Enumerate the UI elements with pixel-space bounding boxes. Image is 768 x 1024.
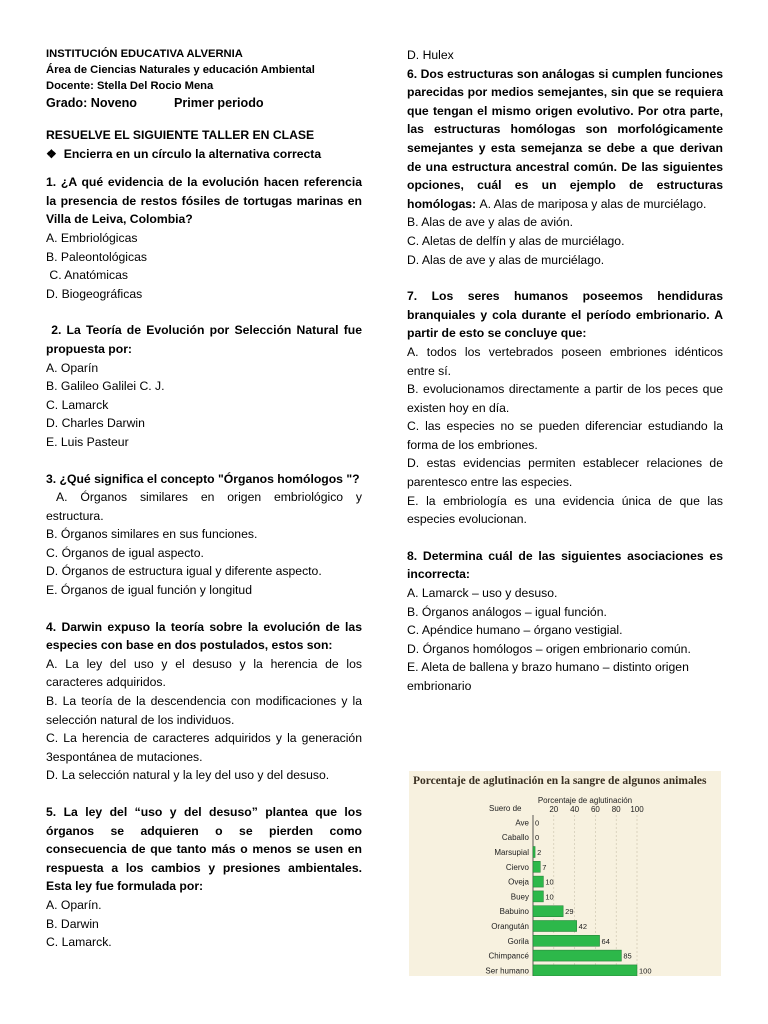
bar: [533, 906, 563, 917]
q2-option-a[interactable]: A. Oparín: [46, 360, 99, 375]
category-label: Buey: [510, 892, 529, 902]
q7-option-e[interactable]: E. la embriología es una evidencia única de que las especies evolucionan.: [407, 493, 723, 527]
data-label: 100: [639, 966, 652, 976]
category-label: Marsupial: [494, 848, 529, 857]
q2-option-b[interactable]: B. Galileo Galilei C. J.: [46, 379, 165, 394]
q3-option-c[interactable]: C. Órganos de igual aspecto.: [46, 545, 204, 560]
question-6: 6. Dos estructuras son análogas si cumplen funciones parecidas por medios semejantes, sin que se requiera que tengan el mismo origen evolutivo. Por otra parte, las estructuras homólogas son morfológicamente semejantes y esta semejanza se debe a que derivan de una estructura ancestral común. De las siguientes opciones, cuál es un ejemplo de estructuras homólogas: A. Alas de mariposa y alas de murciélago.: [407, 66, 723, 211]
q6-option-d[interactable]: D. Alas de ave y alas de murciélago.: [407, 252, 605, 267]
q7-option-a[interactable]: A. todos los vertebrados poseen embriones idénticos entre sí.: [407, 344, 723, 378]
axis-label: Porcentaje de aglutinación: [537, 796, 633, 805]
q1-option-d[interactable]: D. Biogeográficas: [46, 286, 143, 301]
diamond-bullet-icon: ❖: [46, 146, 57, 161]
right-column: [407, 46, 723, 696]
agglutination-chart: [409, 771, 721, 976]
category-label: Gorila: [507, 936, 529, 946]
data-label: 85: [623, 951, 632, 961]
data-label: 64: [601, 936, 610, 946]
teacher-name: Docente: Stella Del Rocio Mena: [46, 80, 214, 92]
subject-area: Área de Ciencias Naturales y educación Ambiental: [46, 64, 315, 76]
q6-option-c[interactable]: C. Aletas de delfín y alas de murciélago.: [407, 233, 625, 248]
q8-option-a[interactable]: A. Lamarck – uso y desuso.: [407, 586, 558, 601]
question-7: 7. Los seres humanos poseemos hendiduras branquiales y cola durante el período embrionario. A partir de esto se concluye que:: [407, 289, 723, 341]
q5-option-b[interactable]: B. Darwin: [46, 916, 99, 931]
q5-option-d[interactable]: D. Hulex: [407, 48, 454, 62]
data-label: 2: [537, 848, 542, 857]
q5-option-c[interactable]: C. Lamarck.: [46, 935, 112, 950]
q4-option-d[interactable]: D. La selección natural y la ley del uso y del desuso.: [46, 768, 330, 783]
q8-option-e[interactable]: E. Aleta de ballena y brazo humano – distinto origen embrionario: [407, 660, 689, 693]
q5-option-a[interactable]: A. Oparín.: [46, 897, 102, 912]
category-label: Ave: [515, 818, 529, 828]
question-3: 3. ¿Qué significa el concepto "Órganos homólogos "?: [46, 471, 360, 486]
bar: [533, 891, 543, 902]
q2-option-e[interactable]: E. Luis Pasteur: [46, 434, 129, 449]
q4-option-a[interactable]: A. La ley del uso y el desuso y la herencia de los caracteres adquiridos.: [46, 656, 362, 690]
q6-option-b[interactable]: B. Alas de ave y alas de avión.: [407, 215, 573, 230]
category-label: Ser humano: [485, 966, 529, 976]
q4-option-c[interactable]: C. La herencia de caracteres adquiridos y la generación 3espontánea de mutaciones.: [46, 731, 362, 764]
q4-option-b[interactable]: B. La teoría de la descendencia con modificaciones y la selección natural de los individuos.: [46, 694, 362, 727]
grade-line: [46, 94, 362, 112]
data-label: 29: [565, 907, 574, 917]
instructions-title: RESUELVE EL SIGUIENTE TALLER EN CLASE: [46, 128, 315, 142]
tick-label: 100: [630, 805, 644, 814]
question-8: 8. Determina cuál de las siguientes asociaciones es incorrecta:: [407, 548, 723, 582]
q7-option-c[interactable]: C. las especies no se pueden diferenciar estudiando la forma de los embriones.: [407, 419, 723, 452]
category-label: Babuino: [499, 907, 529, 917]
bar: [533, 935, 600, 946]
institution-name: INSTITUCIÓN EDUCATIVA ALVERNIA: [46, 48, 243, 60]
q2-option-d[interactable]: D. Charles Darwin: [46, 416, 145, 431]
q8-option-d[interactable]: D. Órganos homólogos – origen embrionario común.: [407, 641, 691, 656]
tick-label: 80: [611, 805, 621, 814]
q2-option-c[interactable]: C. Lamarck: [46, 397, 109, 412]
category-label: Oveja: [508, 877, 529, 887]
grade-label: Grado: Noveno: [46, 96, 137, 110]
bar: [533, 965, 637, 976]
category-label: Orangután: [491, 922, 529, 931]
data-label: 7: [542, 862, 547, 872]
tick-label: 60: [590, 805, 600, 814]
q3-option-a[interactable]: A. Órganos similares en origen embriológico y estructura.: [46, 490, 362, 523]
q3-option-b[interactable]: B. Órganos similares en sus funciones.: [46, 527, 258, 542]
q8-option-b[interactable]: B. Órganos análogos – igual función.: [407, 604, 607, 619]
question-4: 4. Darwin expuso la teoría sobre la evolución de las especies con base en dos postulados, estos son:: [46, 619, 362, 653]
bar: [533, 861, 540, 872]
q1-option-a[interactable]: A. Embriológicas: [46, 230, 138, 245]
q6-option-a[interactable]: A. Alas de mariposa y alas de murciélago.: [479, 196, 707, 211]
q8-option-c[interactable]: C. Apéndice humano – órgano vestigial.: [407, 623, 623, 638]
data-label: 42: [578, 922, 588, 931]
instructions-subtitle: ❖ Encierra en un círculo la alternativa correcta: [46, 146, 322, 161]
period-label: Primer periodo: [174, 96, 264, 110]
category-label: Ciervo: [505, 862, 529, 872]
chart-title: Porcentaje de aglutinación en la sangre de algunos animales: [413, 775, 707, 787]
data-label: 0: [535, 818, 540, 828]
data-label: 10: [545, 892, 554, 902]
chart-plot: [409, 771, 721, 976]
tick-label: 40: [570, 805, 580, 814]
bar: [533, 876, 543, 887]
category-label: Chimpancé: [488, 951, 529, 961]
q3-option-e[interactable]: E. Órganos de igual función y longitud: [46, 583, 252, 598]
q7-option-d[interactable]: D. estas evidencias permiten establecer relaciones de parentesco entre las especies.: [407, 456, 723, 490]
q1-option-c[interactable]: C. Anatómicas: [46, 268, 128, 283]
bar: [533, 847, 535, 858]
category-label: Caballo: [501, 833, 529, 843]
q7-option-b[interactable]: B. evolucionamos directamente a partir de los peces que existen hoy en día.: [407, 382, 723, 415]
q1-option-b[interactable]: B. Paleontológicas: [46, 249, 147, 264]
tick-label: 20: [549, 805, 559, 814]
q3-option-d[interactable]: D. Órganos de estructura igual y diferente aspecto.: [46, 564, 322, 579]
category-header: Suero de: [489, 804, 522, 813]
bar: [533, 921, 577, 932]
left-column: [46, 46, 366, 952]
data-label: 10: [545, 877, 554, 887]
data-label: 0: [535, 833, 540, 843]
question-2: 2. La Teoría de Evolución por Selección Natural fue propuesta por:: [46, 323, 366, 356]
question-1: 1. ¿A qué evidencia de la evolución hacen referencia la presencia de restos fósiles de tortugas marinas en Villa de Leiva, Colombia?: [46, 175, 362, 227]
question-5: 5. La ley del “uso y del desuso” plantea que los órganos se adquieren o se pierden como consecuencia de que tanto más o menos se usen en respuesta a los cambios y presiones ambientales. Esta ley fue formulada por:: [46, 805, 362, 894]
bar: [533, 950, 621, 961]
